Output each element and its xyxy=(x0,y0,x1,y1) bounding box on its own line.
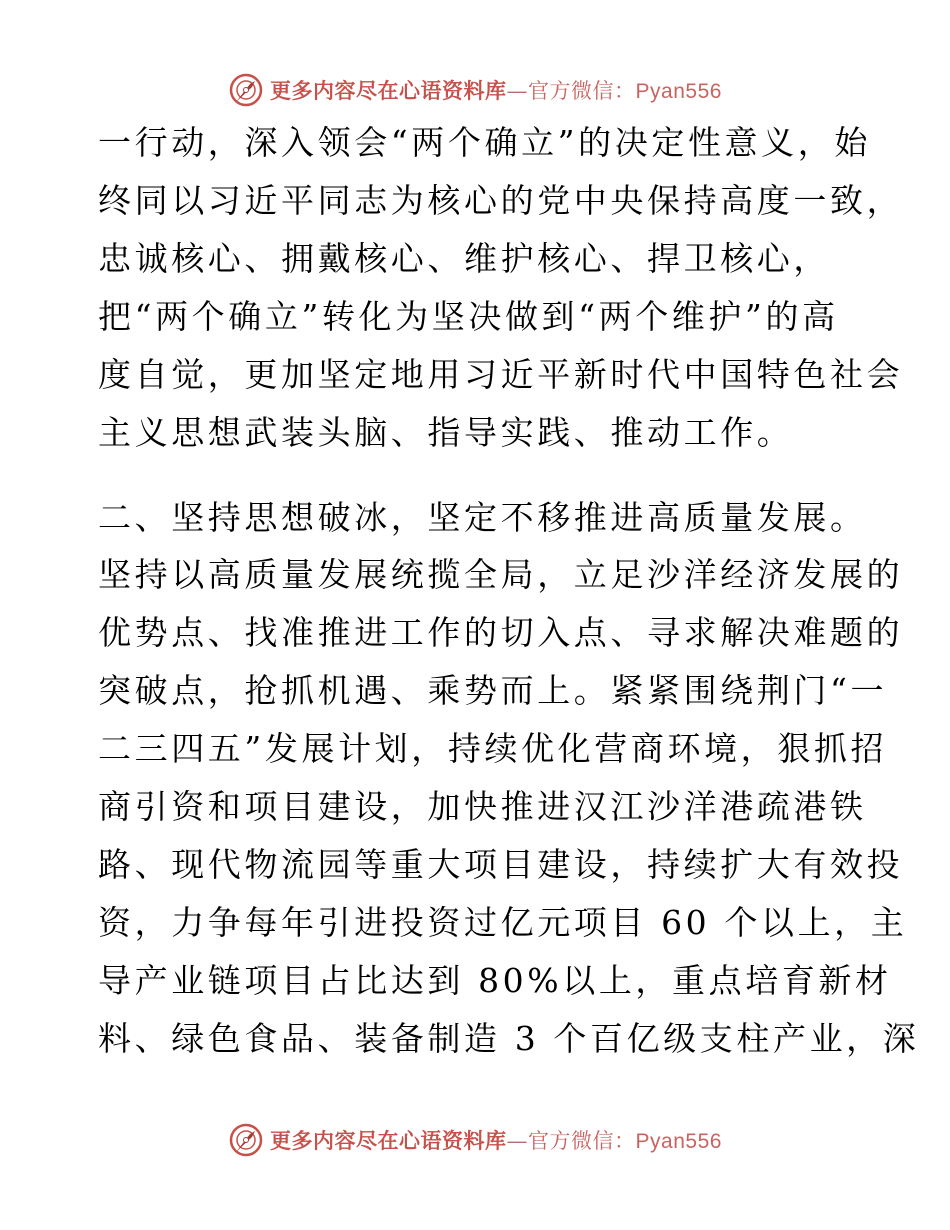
body-line: 主义思想武装头脑、指导实践、推动工作。 xyxy=(98,413,794,452)
body-line: 一行动，深入领会“两个确立”的决定性意义，始 xyxy=(98,123,871,162)
banner-text: 更多内容尽在心语资料库—官方微信：Pyan556 xyxy=(270,1128,722,1153)
body-line: 终同以习近平同志为核心的党中央保持高度一致， xyxy=(98,181,904,220)
body-line: 资，力争每年引进投资过亿元项目 60 个以上，主 xyxy=(98,903,908,942)
header-watermark-banner xyxy=(0,70,950,110)
section-heading: 二、坚持思想破冰，坚定不移推进高质量发展。 xyxy=(98,498,867,537)
body-line: 把“两个确立”转化为坚决做到“两个维护”的高 xyxy=(98,297,839,336)
body-line: 忠诚核心、拥戴核心、维护核心、捍卫核心， xyxy=(98,239,830,278)
body-line: 料、绿色食品、装备制造 3 个百亿级支柱产业，深 xyxy=(98,1019,920,1058)
body-line: 度自觉，更加坚定地用习近平新时代中国特色社会 xyxy=(98,355,904,394)
body-line: 突破点，抢抓机遇、乘势而上。紧紧围绕荆门“一 xyxy=(98,671,888,710)
body-line: 商引资和项目建设，加快推进汉江沙洋港疏港铁 xyxy=(98,787,867,826)
footer-watermark-banner xyxy=(0,1120,950,1160)
banner-text: 更多内容尽在心语资料库—官方微信：Pyan556 xyxy=(270,78,722,103)
body-line: 二三四五”发展计划，持续优化营商环境，狠抓招 xyxy=(98,729,888,768)
body-line: 导产业链项目占比达到 80%以上，重点培育新材 xyxy=(98,961,892,1000)
pen-logo-icon xyxy=(228,1122,264,1158)
body-line: 优势点、找准推进工作的切入点、寻求解决难题的 xyxy=(98,613,904,652)
body-line: 路、现代物流园等重大项目建设，持续扩大有效投 xyxy=(98,845,904,884)
body-line: 坚持以高质量发展统揽全局，立足沙洋经济发展的 xyxy=(98,555,904,594)
pen-logo-icon xyxy=(228,72,264,108)
